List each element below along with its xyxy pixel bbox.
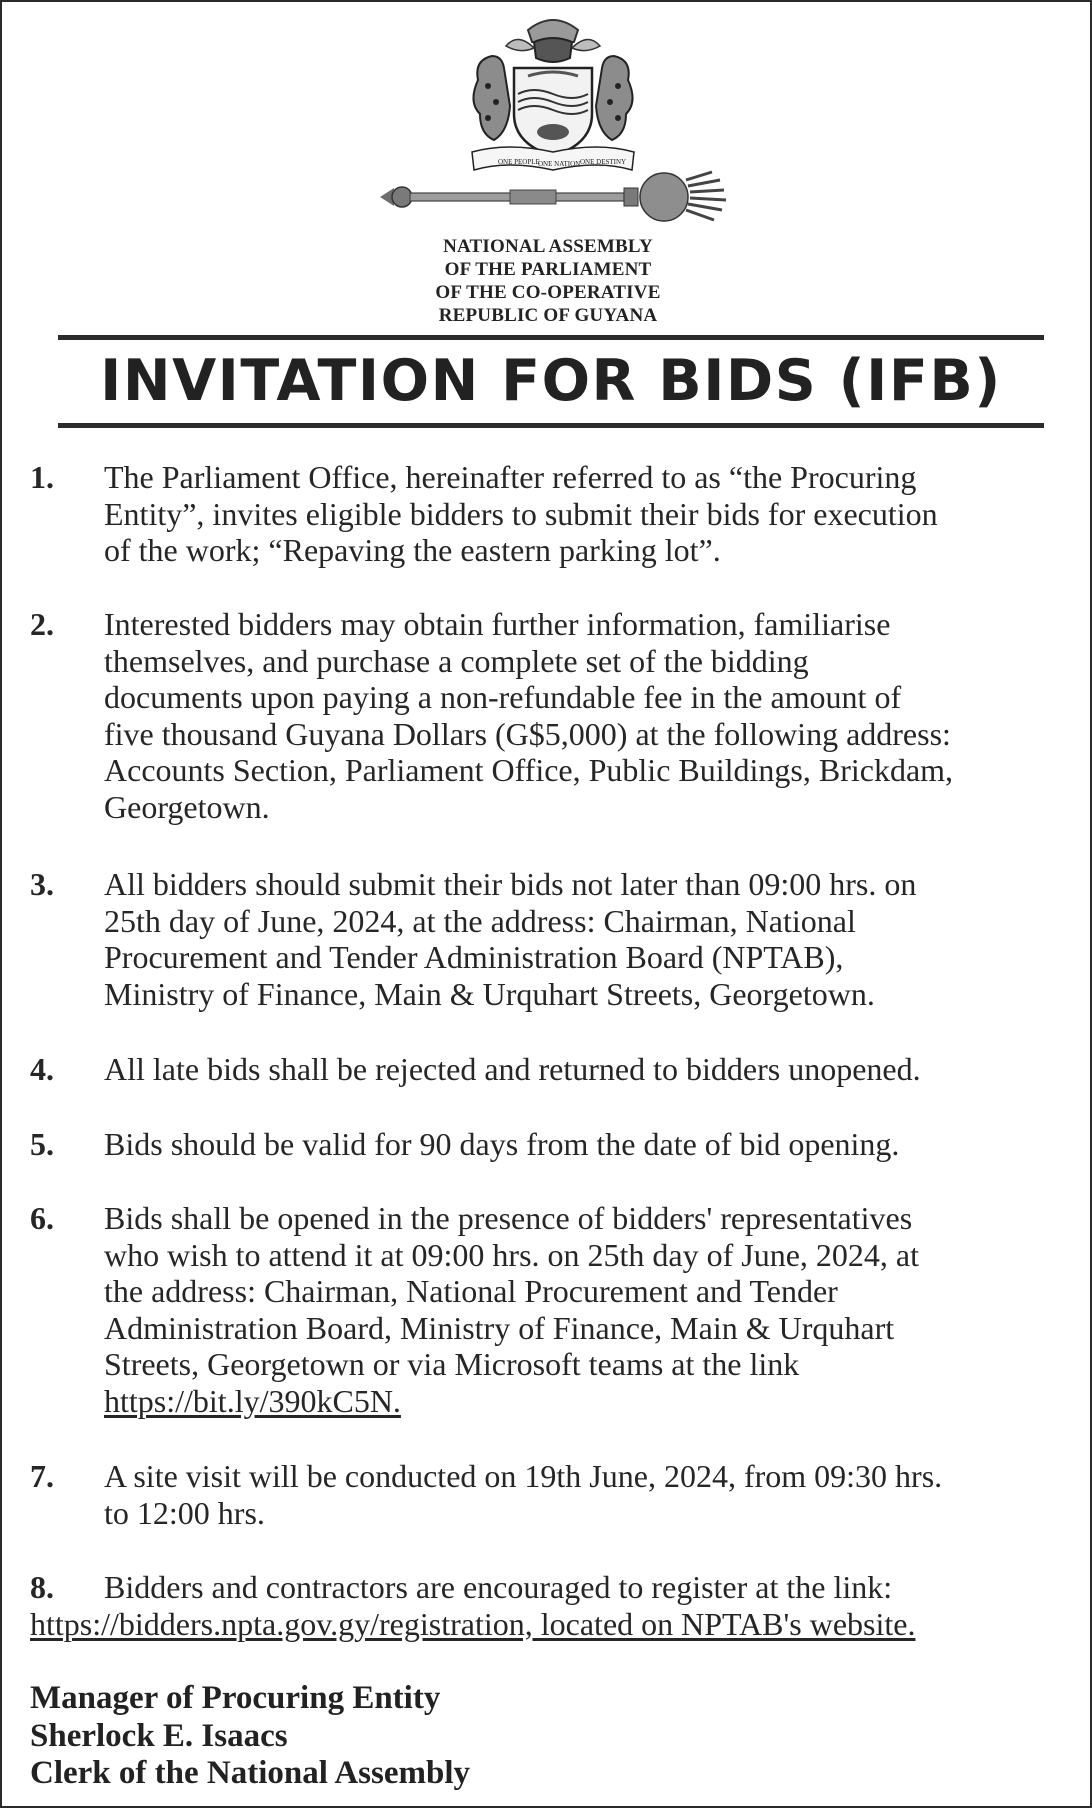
item-line: Bidders and contractors are encouraged to register at the link: [104, 1569, 893, 1605]
title-rule-bottom [58, 423, 1044, 428]
item-text [30, 1569, 1090, 1606]
item-line: Streets, Georgetown or via Microsoft teams at the link [104, 1346, 800, 1382]
item-text [104, 1126, 1090, 1163]
item-number: 3. [30, 866, 54, 902]
assembly-line: OF THE PARLIAMENT [444, 259, 652, 280]
registration-link[interactable]: https://bidders.npta.gov.gy/registration, located on NPTAB's website. [30, 1605, 916, 1642]
list-item [30, 459, 1090, 569]
list-item [30, 1200, 1090, 1419]
item-line: to 12:00 hrs. [104, 1494, 265, 1531]
item-text [104, 459, 1090, 569]
signature-title: Manager of Procuring Entity [30, 1680, 441, 1716]
list-item [30, 1569, 1090, 1642]
item-number: 4. [30, 1051, 54, 1087]
item-line: Ministry of Finance, Main & Urquhart Streets, Georgetown. [104, 975, 875, 1012]
item-line: the address: Chairman, National Procurement and Tender [104, 1273, 838, 1309]
item-text [104, 1458, 1090, 1531]
item-line: The Parliament Office, hereinafter referred to as “the Procuring [104, 459, 917, 495]
item-text [104, 1051, 1090, 1088]
item-line: A site visit will be conducted on 19th June, 2024, from 09:30 hrs. [104, 1458, 943, 1494]
signature-name: Sherlock E. Isaacs [30, 1717, 288, 1754]
list-item [30, 866, 1090, 1012]
guyana-coat-of-arms-icon [458, 10, 648, 180]
item-number: 8. [30, 1569, 54, 1605]
item-line: documents upon paying a non-refundable fee in the amount of [104, 679, 902, 715]
item-line: themselves, and purchase a complete set of the bidding [104, 642, 809, 679]
teams-meeting-link[interactable]: https://bit.ly/390kC5N. [104, 1382, 401, 1419]
item-line: five thousand Guyana Dollars (G$5,000) at the following address: [104, 715, 951, 752]
assembly-line: OF THE CO-OPERATIVE [435, 282, 661, 303]
item-line: who wish to attend it at 09:00 hrs. on 25th day of June, 2024, at [104, 1236, 920, 1273]
motto-one-destiny: ONE DESTINY [580, 158, 627, 166]
item-line: Bids should be valid for 90 days from the date of bid opening. [104, 1126, 900, 1162]
signature-block [30, 1680, 930, 1793]
list-item [30, 606, 1090, 825]
item-line: Procurement and Tender Administration Board (NPTAB), [104, 939, 844, 975]
item-number: 1. [30, 459, 54, 495]
item-line: Interested bidders may obtain further information, familiarise [104, 606, 891, 642]
item-line: of the work; “Repaving the eastern parking lot”. [104, 532, 721, 568]
item-text [104, 866, 1090, 1012]
list-item [30, 1051, 1090, 1088]
page-title: INVITATION FOR BIDS (IFB) [100, 348, 1002, 414]
assembly-line: NATIONAL ASSEMBLY [443, 236, 653, 257]
item-text [104, 606, 1090, 825]
title-rule-top [58, 335, 1044, 340]
motto-one-people: ONE PEOPLE [498, 158, 540, 166]
mace-icon [380, 170, 728, 224]
item-line: Bids shall be opened in the presence of bidders' representatives [104, 1200, 913, 1236]
list-item [30, 1458, 1090, 1531]
item-line: Entity”, invites eligible bidders to submit their bids for execution [104, 495, 938, 532]
assembly-line: REPUBLIC OF GUYANA [438, 305, 658, 326]
motto-one-nation: ONE NATION [538, 160, 581, 168]
item-number: 5. [30, 1126, 54, 1162]
item-line: All bidders should submit their bids not later than 09:00 hrs. on [104, 866, 917, 902]
item-line: 25th day of June, 2024, at the address: Chairman, National [104, 902, 856, 939]
national-assembly-name [348, 235, 748, 327]
list-item [30, 1126, 1090, 1163]
item-text [104, 1200, 1090, 1419]
item-number: 6. [30, 1200, 54, 1236]
item-line: Accounts Section, Parliament Office, Public Buildings, Brickdam, [104, 752, 954, 788]
item-line: Georgetown. [104, 788, 270, 825]
item-line: All late bids shall be rejected and returned to bidders unopened. [104, 1051, 921, 1087]
signature-role: Clerk of the National Assembly [30, 1755, 470, 1791]
item-line: Administration Board, Ministry of Finance, Main & Urquhart [104, 1309, 895, 1346]
item-number: 7. [30, 1458, 54, 1494]
item-number: 2. [30, 606, 54, 642]
